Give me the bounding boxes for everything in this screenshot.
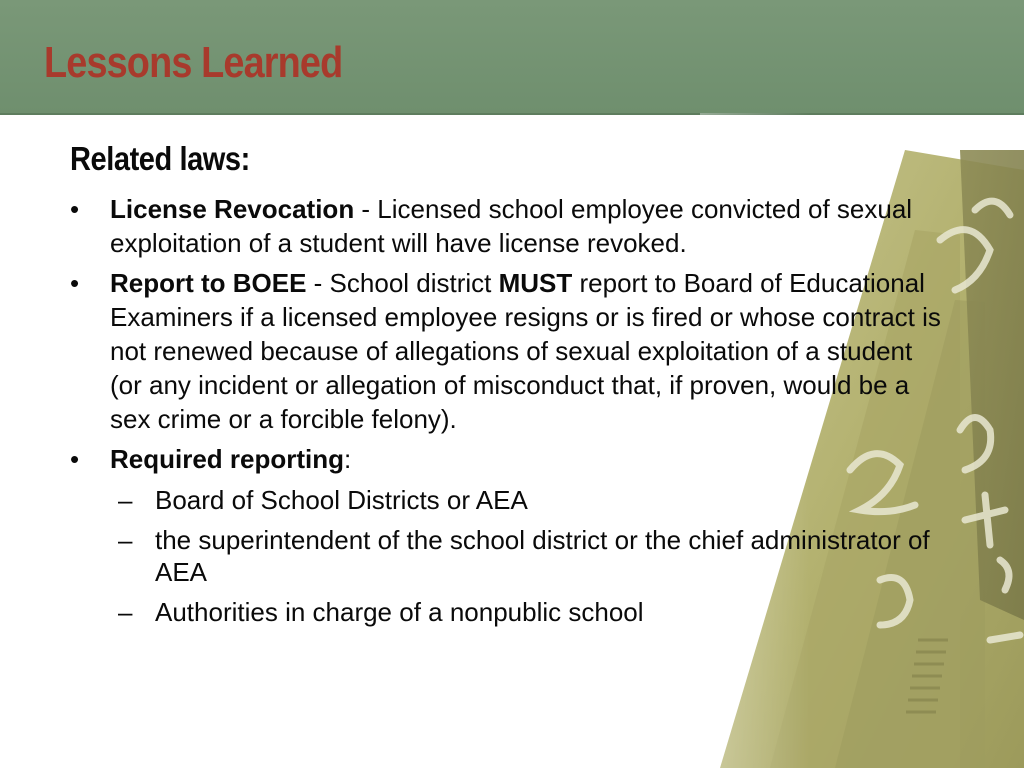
bullet-icon: • <box>70 268 80 298</box>
bullet-item-required-reporting <box>70 442 950 628</box>
item-text: : <box>344 444 352 474</box>
sub-item-text: the superintendent of the school district or the chief administrator of AEA <box>155 525 930 587</box>
dash-icon: – <box>118 597 133 627</box>
sub-item <box>110 596 950 628</box>
section-heading: Related laws: <box>70 140 250 177</box>
item-title: Required reporting <box>110 444 345 474</box>
sub-item-text: Authorities in charge of a nonpublic school <box>155 597 644 627</box>
slide-title: Lessons Learned <box>44 38 343 87</box>
item-title: Report to BOEE <box>110 268 307 298</box>
bullet-icon: • <box>70 444 80 474</box>
bullet-list <box>70 192 950 628</box>
bullet-icon: • <box>70 194 80 224</box>
dash-icon: – <box>118 525 133 555</box>
bullet-item-license-revocation <box>70 192 950 260</box>
item-text: - Licensed school employee convicted of sexual exploitation of a student will have license revoked. <box>110 194 913 258</box>
dash-icon: – <box>118 485 133 515</box>
slide-content <box>70 140 950 636</box>
sub-item-text: Board of School Districts or AEA <box>155 485 528 515</box>
item-text: - School district <box>306 268 499 298</box>
sub-item <box>110 524 950 588</box>
item-title: License Revocation <box>110 194 355 224</box>
sub-item <box>110 484 950 516</box>
bullet-item-report-to-boee <box>70 266 950 436</box>
item-text: report to Board of Educational Examiners if a licensed employee resigns or is fired or whose contract is not renewed because of allegations of sexual exploitation of a student (or any incident or allegation of misconduct that, if proven, would be a sex crime or a forcible felony). <box>110 268 941 434</box>
sub-bullet-list <box>110 484 950 628</box>
item-emphasis: MUST <box>498 268 573 298</box>
